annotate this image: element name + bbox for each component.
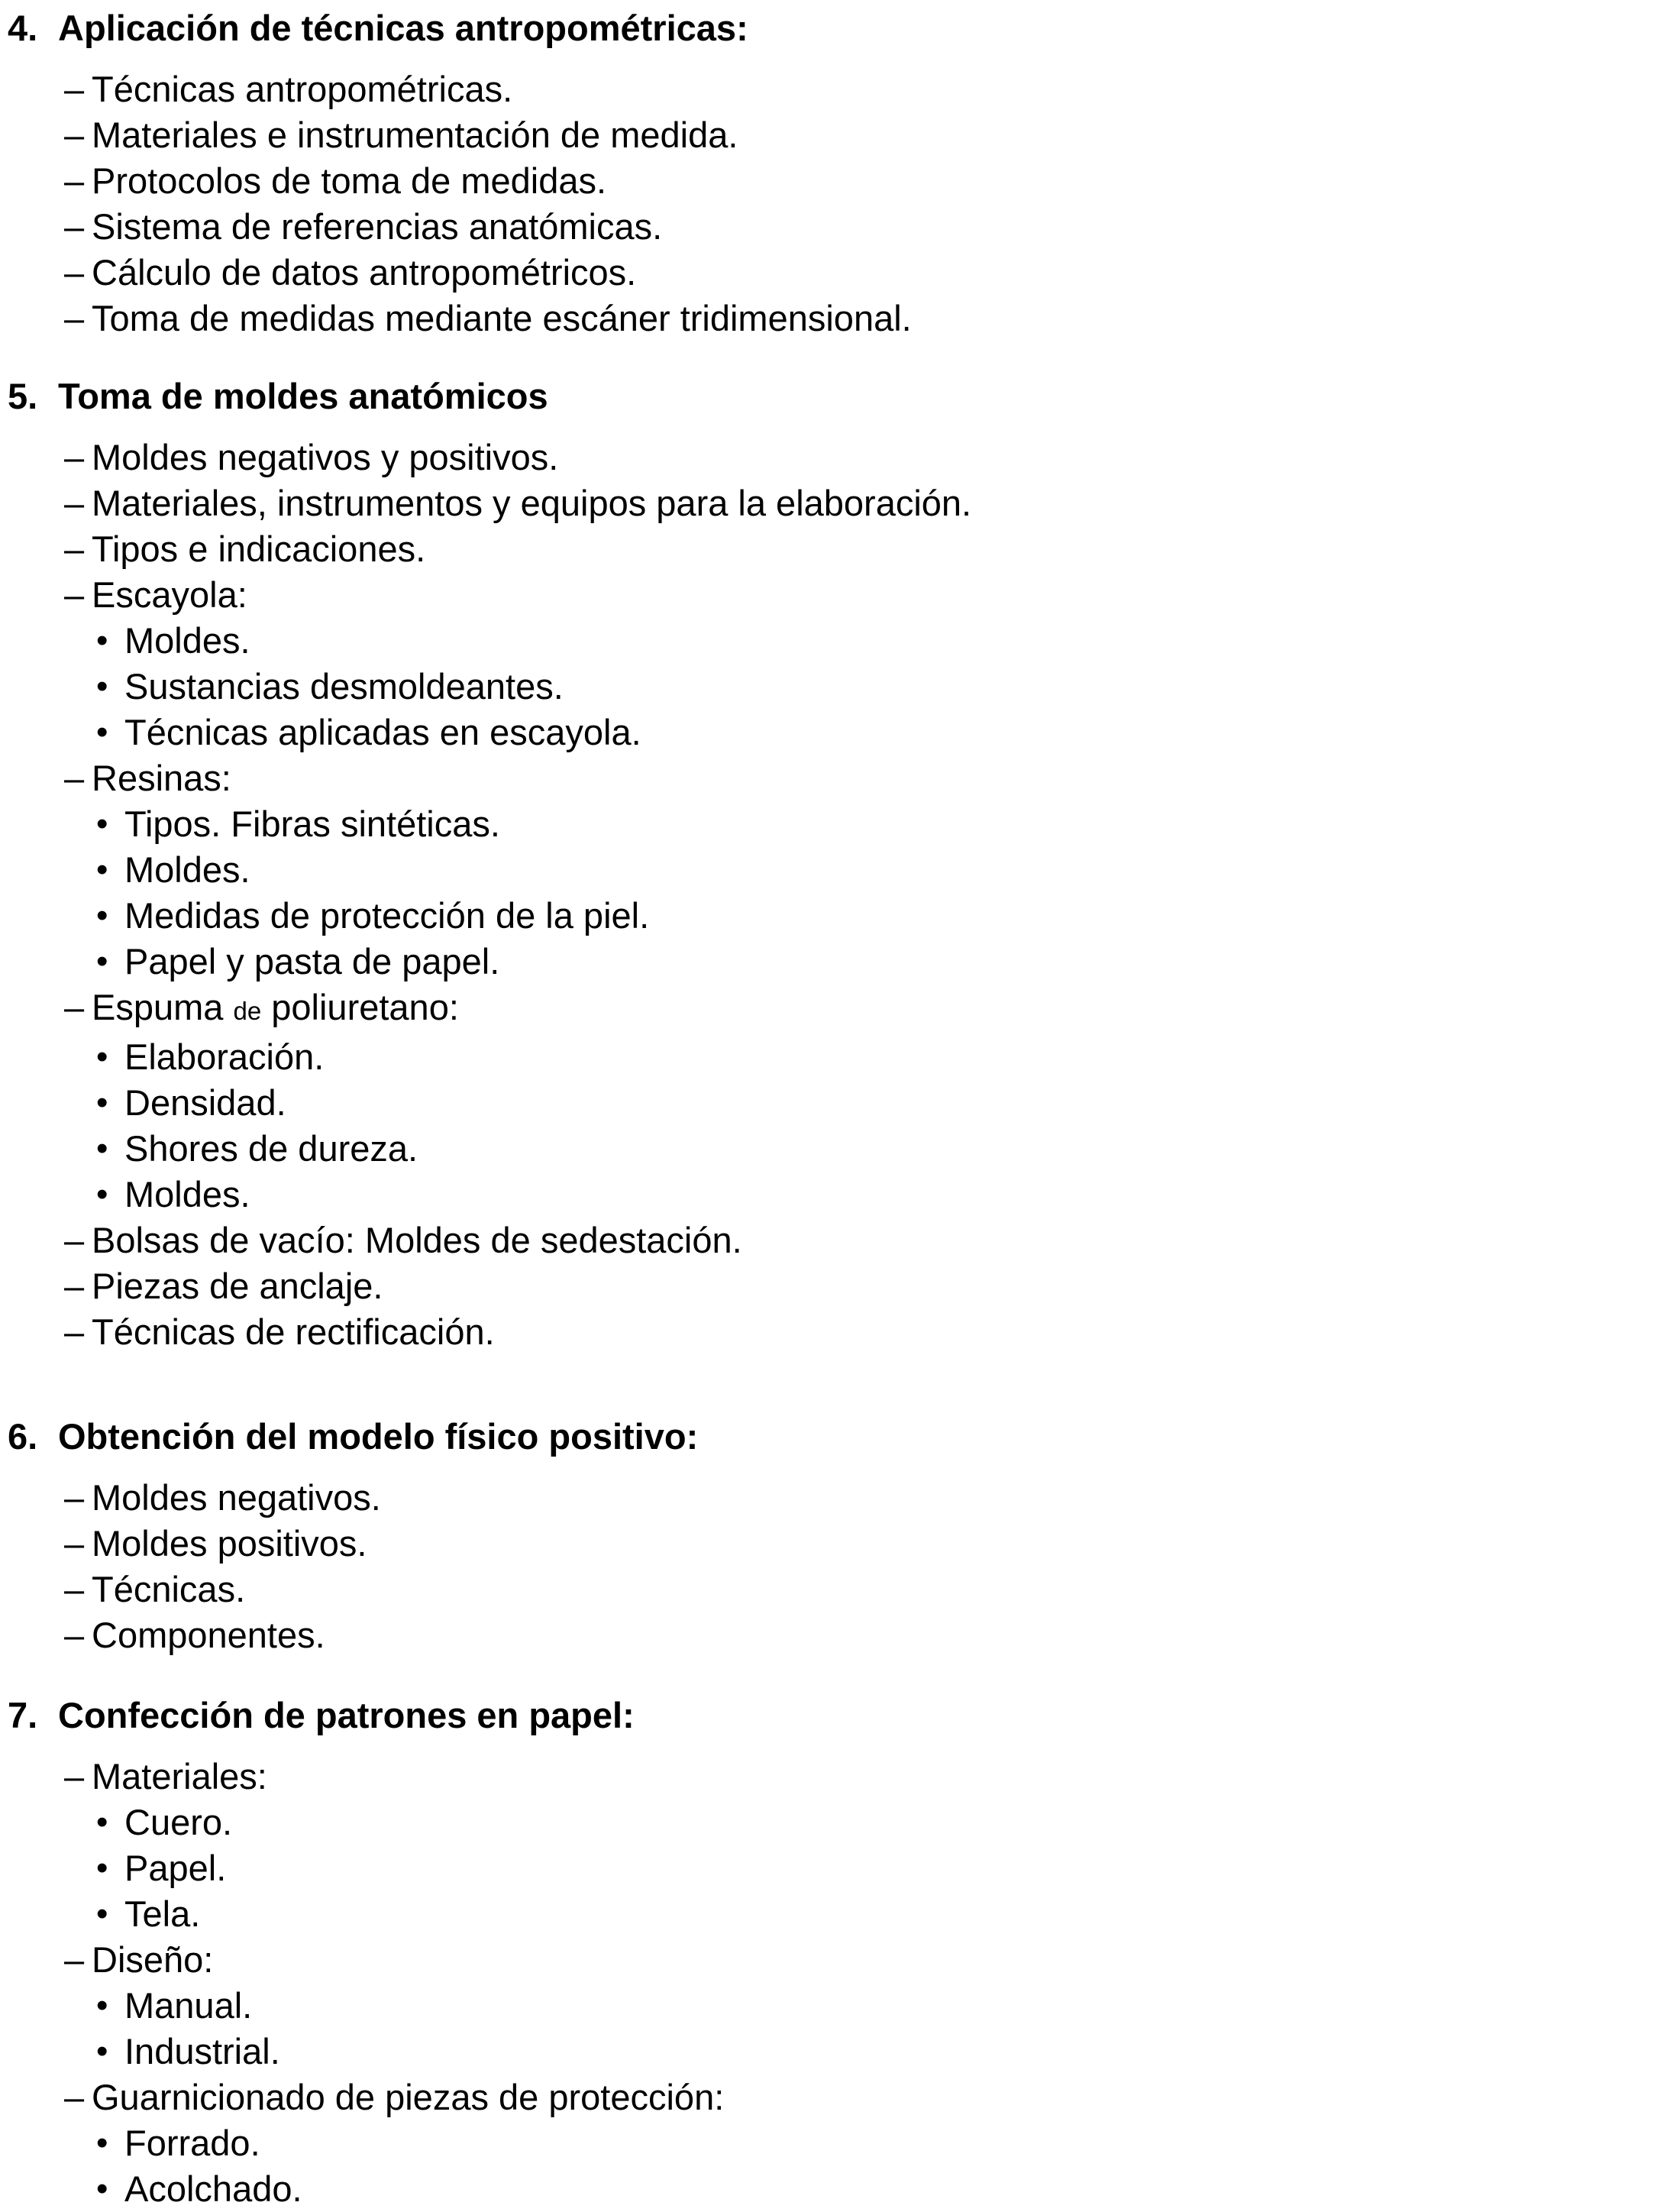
list-item-text: Papel y pasta de papel. xyxy=(124,941,500,981)
list-item xyxy=(0,1521,1680,1567)
list-item-text: Bolsas de vacío: Moldes de sedestación. xyxy=(92,1220,742,1260)
list-item xyxy=(0,939,1680,985)
list-marker-icon: – xyxy=(64,298,85,338)
list-item xyxy=(0,112,1680,158)
list-marker-icon: • xyxy=(96,943,108,980)
list-item-text: Tipos. Fibras sintéticas. xyxy=(124,804,500,844)
list-marker-icon: • xyxy=(96,805,108,842)
list-item xyxy=(0,204,1680,250)
list-item-text: Materiales, instrumentos y equipos para la elaboración. xyxy=(92,483,972,523)
list-item xyxy=(0,2166,1680,2212)
list-marker-icon: • xyxy=(96,1176,108,1213)
list-item xyxy=(0,893,1680,939)
list-item-text: Medidas de protección de la piel. xyxy=(124,895,650,936)
list-marker-icon: • xyxy=(96,2124,108,2162)
syllabus-section xyxy=(0,1414,1680,1658)
list-marker-icon: – xyxy=(64,529,85,569)
list-item xyxy=(0,1754,1680,1800)
list-item xyxy=(0,1034,1680,1080)
list-marker-icon: – xyxy=(64,483,85,523)
list-marker-icon: • xyxy=(96,2033,108,2070)
list-item xyxy=(0,1800,1680,1845)
list-marker-icon: – xyxy=(64,1939,85,1980)
section-title: Confección de patrones en papel: xyxy=(58,1695,635,1735)
list-item xyxy=(0,66,1680,112)
list-marker-icon: • xyxy=(96,1038,108,1075)
list-marker-icon: – xyxy=(64,1266,85,1306)
list-item-text: Moldes negativos. xyxy=(92,1477,381,1518)
section-heading xyxy=(0,5,1680,51)
list-marker-icon: – xyxy=(64,1523,85,1564)
list-item xyxy=(0,801,1680,847)
list-item-text: Resinas: xyxy=(92,758,231,798)
list-item xyxy=(0,526,1680,572)
list-item-text: Componentes. xyxy=(92,1615,325,1655)
list-item xyxy=(0,1263,1680,1309)
list-item-text: Papel. xyxy=(124,1848,227,1888)
list-item xyxy=(0,2120,1680,2166)
list-item-text: Toma de medidas mediante escáner tridimensional. xyxy=(92,298,912,338)
list-item-text: Técnicas aplicadas en escayola. xyxy=(124,712,641,752)
list-item-text: Cálculo de datos antropométricos. xyxy=(92,252,637,293)
list-marker-icon: – xyxy=(64,252,85,293)
section-title: Aplicación de técnicas antropométricas: xyxy=(58,8,748,48)
list-item xyxy=(0,158,1680,204)
section-item-list xyxy=(0,66,1680,341)
list-marker-icon: • xyxy=(96,2170,108,2207)
list-item-text: Materiales: xyxy=(92,1756,267,1796)
list-marker-icon: • xyxy=(96,1803,108,1841)
list-marker-icon: • xyxy=(96,1895,108,1932)
section-number: 4. xyxy=(8,8,38,48)
list-item xyxy=(0,296,1680,341)
list-item xyxy=(0,572,1680,618)
section-number: 6. xyxy=(8,1416,38,1457)
list-marker-icon: – xyxy=(64,1220,85,1260)
list-item-text: Cuero. xyxy=(124,1802,233,1842)
list-marker-icon: • xyxy=(96,668,108,705)
list-marker-icon: – xyxy=(64,69,85,109)
list-item xyxy=(0,847,1680,893)
list-marker-icon: • xyxy=(96,1849,108,1887)
list-item xyxy=(0,2075,1680,2120)
list-marker-icon: – xyxy=(64,574,85,615)
list-item-text: Técnicas de rectificación. xyxy=(92,1311,495,1352)
syllabus-section xyxy=(0,374,1680,1355)
list-marker-icon: – xyxy=(64,160,85,201)
section-number: 5. xyxy=(8,376,38,416)
section-title: Obtención del modelo físico positivo: xyxy=(58,1416,699,1457)
list-marker-icon: – xyxy=(64,1569,85,1609)
section-item-list xyxy=(0,1475,1680,1658)
list-item xyxy=(0,435,1680,480)
list-item-text: Técnicas antropométricas. xyxy=(92,69,513,109)
list-marker-icon: – xyxy=(64,1756,85,1796)
list-item xyxy=(0,1218,1680,1263)
list-marker-icon: • xyxy=(96,1084,108,1121)
list-item-text: Moldes negativos y positivos. xyxy=(92,437,559,477)
list-marker-icon: – xyxy=(64,2077,85,2117)
list-item xyxy=(0,1172,1680,1218)
list-item xyxy=(0,1983,1680,2029)
section-item-list xyxy=(0,435,1680,1355)
section-heading xyxy=(0,1693,1680,1738)
list-item-text: Manual. xyxy=(124,1985,253,2026)
list-marker-icon: • xyxy=(96,713,108,751)
list-marker-icon: • xyxy=(96,897,108,934)
syllabus-section xyxy=(0,1693,1680,2212)
list-item xyxy=(0,1126,1680,1172)
list-item-text: Moldes. xyxy=(124,620,250,661)
list-marker-icon: – xyxy=(64,987,85,1027)
list-marker-icon: – xyxy=(64,115,85,155)
list-item xyxy=(0,1937,1680,1983)
list-item-text: Moldes. xyxy=(124,849,250,890)
list-item xyxy=(0,1891,1680,1937)
list-item xyxy=(0,1612,1680,1658)
list-item-text: Industrial. xyxy=(124,2031,280,2071)
section-heading xyxy=(0,374,1680,419)
list-item xyxy=(0,664,1680,710)
section-heading xyxy=(0,1414,1680,1460)
list-item-text: Acolchado. xyxy=(124,2168,302,2209)
list-item-text: Técnicas. xyxy=(92,1569,246,1609)
list-marker-icon: – xyxy=(64,1311,85,1352)
list-item-text: Diseño: xyxy=(92,1939,214,1980)
list-item-text: Tela. xyxy=(124,1893,201,1934)
list-marker-icon: – xyxy=(64,206,85,247)
list-marker-icon: • xyxy=(96,622,108,659)
list-item xyxy=(0,1845,1680,1891)
list-item-text: Guarnicionado de piezas de protección: xyxy=(92,2077,725,2117)
list-marker-icon: – xyxy=(64,437,85,477)
list-item-text: Shores de dureza. xyxy=(124,1128,418,1169)
list-marker-icon: – xyxy=(64,758,85,798)
list-item xyxy=(0,250,1680,296)
list-item-text: Protocolos de toma de medidas. xyxy=(92,160,607,201)
section-number: 7. xyxy=(8,1695,38,1735)
list-item-text: Espuma de poliuretano: xyxy=(92,987,459,1027)
list-item xyxy=(0,2029,1680,2075)
list-item xyxy=(0,1567,1680,1612)
list-item-text: Moldes. xyxy=(124,1174,250,1214)
list-marker-icon: – xyxy=(64,1615,85,1655)
list-item xyxy=(0,1309,1680,1355)
list-marker-icon: • xyxy=(96,1130,108,1167)
list-marker-icon: – xyxy=(64,1477,85,1518)
list-item xyxy=(0,480,1680,526)
list-item-text: Sistema de referencias anatómicas. xyxy=(92,206,663,247)
list-item xyxy=(0,985,1680,1034)
section-title: Toma de moldes anatómicos xyxy=(58,376,548,416)
list-item-text: Elaboración. xyxy=(124,1036,325,1077)
list-item-text: Tipos e indicaciones. xyxy=(92,529,426,569)
list-item-text: Sustancias desmoldeantes. xyxy=(124,666,564,707)
list-item xyxy=(0,618,1680,664)
list-item-text: Densidad. xyxy=(124,1082,286,1123)
list-marker-icon: • xyxy=(96,851,108,888)
list-item-text: Piezas de anclaje. xyxy=(92,1266,383,1306)
syllabus-section xyxy=(0,5,1680,341)
list-item-text: Forrado. xyxy=(124,2123,260,2163)
list-marker-icon: • xyxy=(96,1987,108,2024)
list-item xyxy=(0,1475,1680,1521)
list-item-text: Materiales e instrumentación de medida. xyxy=(92,115,738,155)
list-item-text: Escayola: xyxy=(92,574,247,615)
list-item xyxy=(0,710,1680,755)
list-item xyxy=(0,1080,1680,1126)
list-item xyxy=(0,755,1680,801)
section-item-list xyxy=(0,1754,1680,2212)
list-item-text: Moldes positivos. xyxy=(92,1523,367,1564)
